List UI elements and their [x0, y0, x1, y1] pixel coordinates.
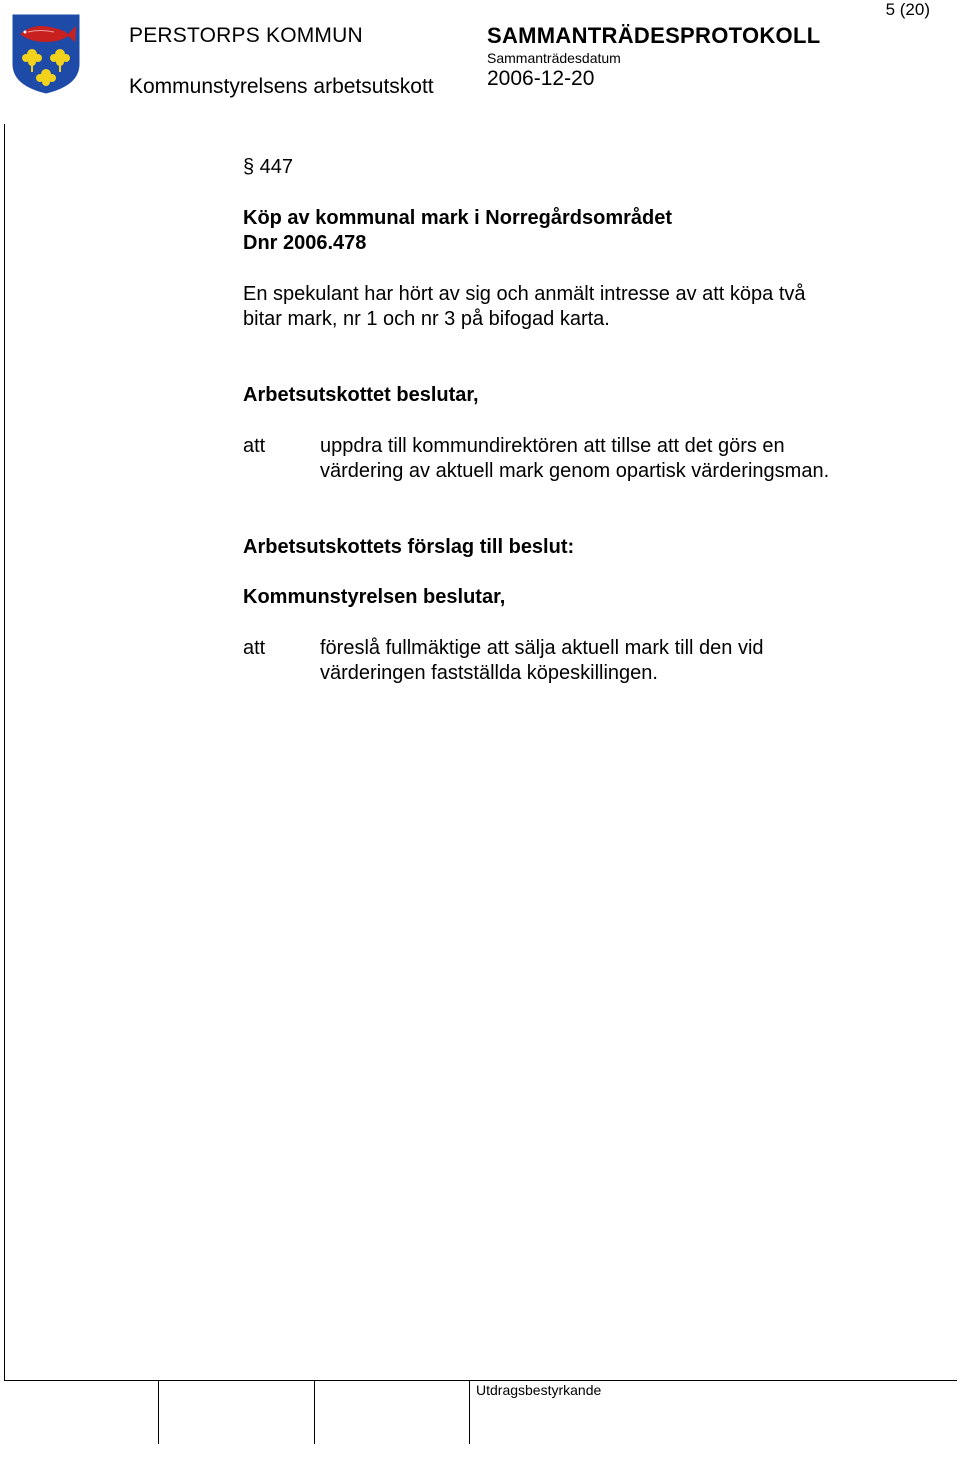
organization-name: PERSTORPS KOMMUN [129, 24, 363, 47]
meeting-date: 2006-12-20 [487, 67, 595, 90]
signature-cell-divider-3 [469, 1380, 470, 1444]
decision-1-text-line-1: uppdra till kommundirektören att tillse att det görs en [320, 435, 785, 457]
decision-2-text-line-2: värderingen fastställda köpeskillingen. [320, 662, 658, 684]
meeting-date-label: Sammanträdesdatum [487, 50, 621, 66]
document-type: SAMMANTRÄDESPROTOKOLL [487, 23, 821, 48]
intro-text-line-2: bitar mark, nr 1 och nr 3 på bifogad karta. [243, 308, 610, 330]
decision-1-att-label: att [243, 435, 266, 457]
page-number: 5 (20) [885, 0, 930, 19]
footer-top-line [4, 1380, 957, 1381]
section-title: Köp av kommunal mark i Norregårdsområdet [243, 207, 673, 229]
decision-1-text-line-2: värdering av aktuell mark genom opartisk värderingsman. [320, 460, 830, 482]
diary-number: Dnr 2006.478 [243, 232, 367, 254]
signature-cell-divider-1 [158, 1380, 159, 1444]
decision-2-att-label: att [243, 637, 266, 659]
certification-label: Utdragsbestyrkande [476, 1382, 602, 1398]
decision-2-text-line-1: föreslå fullmäktige att sälja aktuell mark till den vid [320, 637, 764, 659]
proposal-heading: Arbetsutskottets förslag till beslut: [243, 536, 575, 558]
decision-heading-municipal-board: Kommunstyrelsen beslutar, [243, 586, 506, 608]
signature-cell-divider-2 [314, 1380, 315, 1444]
paragraph-number: § 447 [243, 156, 294, 178]
decision-heading-working-committee: Arbetsutskottet beslutar, [243, 384, 479, 406]
coat-of-arms-logo-icon [10, 12, 82, 96]
committee-name: Kommunstyrelsens arbetsutskott [129, 75, 434, 98]
intro-text-line-1: En spekulant har hört av sig och anmält intresse av att köpa två [243, 283, 806, 305]
left-margin-line [4, 124, 5, 1380]
